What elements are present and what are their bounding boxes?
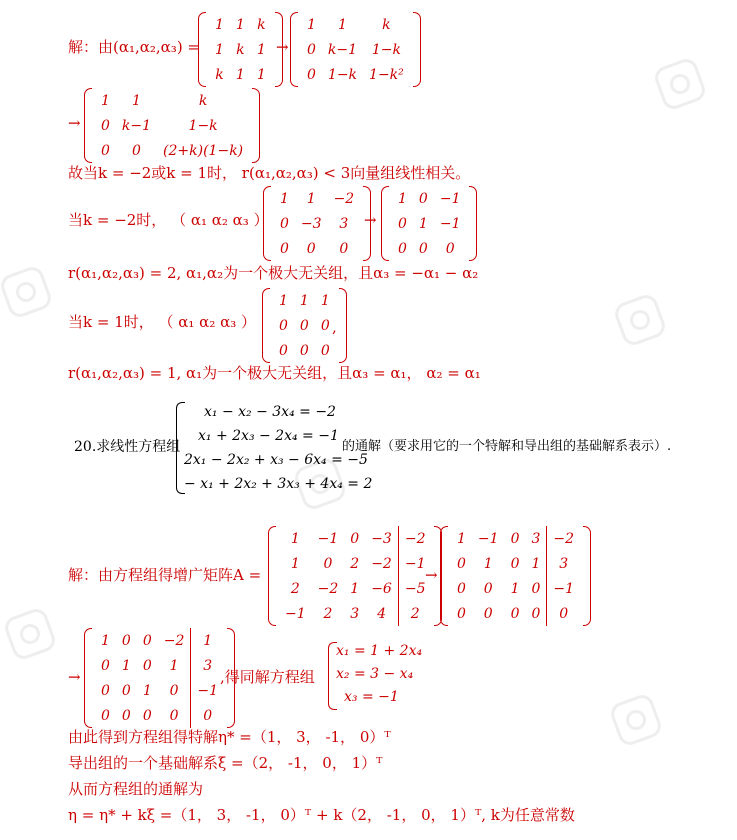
matrix-entry: 1	[279, 292, 288, 309]
right-bracket	[413, 12, 421, 87]
matrix-entry: 1	[215, 41, 224, 58]
matrix-entry: 0	[121, 682, 131, 699]
matrix-entry: −3	[300, 215, 322, 232]
general-solution: η = η* + kξ =（1， 3， -1， 0）ᵀ + k（2， -1， 0， 1）ᵀ, k为任意常数	[68, 806, 575, 824]
matrix-entry: 0	[169, 707, 179, 724]
matrix-entry: −2	[398, 526, 431, 551]
matrix-row	[95, 628, 224, 653]
matrix-row	[273, 338, 336, 363]
matrix-entry: 0	[483, 580, 493, 597]
matrix-row	[451, 576, 580, 601]
matrix-entry: −2	[547, 526, 580, 551]
matrix-entry: −1	[439, 215, 461, 232]
matrix-row	[301, 12, 410, 37]
matrix-entry: 3	[547, 551, 580, 576]
matrix-entry: −2	[163, 632, 185, 649]
matrix-entry: k	[257, 16, 266, 33]
matrix-row	[95, 678, 224, 703]
right-bracket	[469, 186, 477, 261]
matrix-entry: 1	[483, 555, 493, 572]
same-solution-label: ,得同解方程组	[220, 668, 315, 686]
matrix-entry: 1	[235, 16, 245, 33]
matrix-entry: −1	[477, 530, 499, 547]
matrix-entry: 0	[169, 682, 179, 699]
matrix-entry: 0	[307, 66, 316, 83]
left-bracket	[84, 88, 92, 163]
arrow: →	[276, 38, 289, 56]
matrix-5	[381, 186, 477, 261]
equation-1: x₁ − x₂ − 3x₄ = −2	[204, 404, 336, 420]
matrix-entry: 0	[121, 632, 131, 649]
matrix-entry: 0	[299, 317, 309, 334]
matrix-row	[95, 703, 224, 728]
matrix-entry: 0	[531, 605, 541, 622]
matrix-entry: 1−k	[188, 117, 218, 134]
matrix-entry: 1	[215, 16, 224, 33]
case2-result: r(α₁,α₂,α₃) = 1, α₁为一个极大无关组，且α₃ = α₁， α₂ = α₁	[68, 364, 481, 382]
particular-solution: 由此得到方程组得特解η* =（1， 3， -1， 0）ᵀ	[68, 728, 391, 746]
matrix-entry: 0	[320, 342, 330, 359]
matrix-table	[95, 88, 249, 163]
left-bracket	[381, 186, 389, 261]
solution-intro: 解：由(α₁,α₂,α₃) =	[68, 38, 201, 56]
matrix-table	[209, 12, 272, 87]
matrix-entry: 0	[398, 240, 407, 257]
matrix-entry: −1	[317, 530, 339, 547]
matrix-entry: 0	[101, 707, 110, 724]
matrix-entry: 0	[457, 605, 466, 622]
matrix-entry: 1	[121, 657, 131, 674]
matrix-entry: 1	[256, 66, 266, 83]
basic-solution-system: 导出组的一个基础解系ξ =（2， -1， 0， 1）ᵀ	[68, 754, 383, 772]
matrix-entry: 1	[307, 16, 316, 33]
matrix-entry: 1	[101, 92, 110, 109]
matrix-entry: 3	[531, 530, 541, 547]
matrix-row	[392, 211, 466, 236]
arrow: →	[425, 566, 438, 584]
conclusion-line: 故当k = −2或k = 1时， r(α₁,α₂,α₃) < 3向量组线性相关。	[68, 164, 471, 182]
matrix-entry: 0	[339, 240, 349, 257]
matrix-entry: 0	[418, 190, 428, 207]
matrix-entry: 0	[445, 240, 455, 257]
matrix-entry: 0	[510, 530, 520, 547]
matrix-entry: 0	[323, 555, 333, 572]
matrix-entry: 1	[132, 92, 141, 109]
matrix-entry: 0	[101, 657, 110, 674]
matrix-entry: 0	[483, 605, 493, 622]
matrix-entry: 0	[121, 707, 131, 724]
matrix-entry: 0	[191, 703, 224, 728]
right-bracket	[339, 288, 347, 363]
matrix-entry: k−1	[121, 117, 152, 134]
same-solution-2: x₂ = 3 − x₄	[336, 666, 414, 682]
matrix-entry: −1	[398, 551, 431, 576]
problem-20-question: 的通解（要求用它的一个特解和导出组的基础解系表示）.	[342, 439, 672, 454]
matrix-row	[392, 186, 466, 211]
matrix-row	[279, 526, 431, 551]
matrix-entry: 0	[101, 117, 110, 134]
matrix-entry: 1	[142, 682, 152, 699]
matrix-entry: 3	[339, 215, 349, 232]
matrix-entry: 2	[323, 605, 333, 622]
matrix-entry: 1	[280, 190, 289, 207]
left-bracket	[440, 526, 448, 626]
matrix-table	[274, 186, 360, 261]
arrow: →	[68, 668, 81, 686]
matrix-entry: −2	[333, 190, 355, 207]
matrix-1	[198, 12, 283, 87]
matrix-table	[95, 628, 224, 728]
matrix-entry: 1	[457, 530, 466, 547]
same-solution-3: x₃ = −1	[344, 689, 399, 705]
matrix-row	[301, 37, 410, 62]
matrix-entry: −5	[398, 576, 431, 601]
watermark-logo-icon	[0, 264, 54, 320]
matrix-entry: 3	[191, 653, 224, 678]
solution-20-intro: 解：由方程组得增广矩阵A =	[68, 566, 262, 584]
matrix-row	[451, 601, 580, 626]
matrix-entry: 1	[299, 292, 309, 309]
matrix-entry: 0	[101, 682, 110, 699]
matrix-table	[301, 12, 410, 87]
problem-20-label: 20.求线性方程组	[74, 439, 181, 455]
matrix-row	[95, 113, 249, 138]
right-bracket	[583, 526, 591, 626]
matrix-entry: k	[215, 66, 224, 83]
matrix-entry: 0	[320, 317, 330, 334]
equation-3: 2x₁ − 2x₂ + x₃ − 6x₄ = −5	[184, 452, 368, 468]
matrix-entry: 1	[290, 555, 300, 572]
same-solution-system	[336, 640, 422, 709]
watermark-logo-icon	[612, 292, 668, 348]
matrix-entry: 0	[306, 240, 316, 257]
matrix-table	[451, 526, 580, 626]
matrix-entry: 0	[142, 632, 152, 649]
left-bracket	[84, 628, 92, 728]
matrix-2	[290, 12, 421, 87]
matrix-entry: −1	[191, 678, 224, 703]
matrix-entry: 0	[350, 530, 360, 547]
matrix-row	[274, 186, 360, 211]
matrix-entry: 0	[547, 601, 580, 626]
matrix-entry: 0	[280, 240, 289, 257]
matrix-row	[95, 138, 249, 163]
matrix-entry: 1−k	[371, 41, 401, 58]
matrix-entry: 0	[299, 342, 309, 359]
matrix-entry: (2+k)(1−k)	[163, 142, 244, 159]
matrix-entry: 0	[457, 580, 466, 597]
arrow: →	[68, 114, 81, 132]
matrix-row	[301, 62, 410, 87]
matrix-entry: 1	[418, 215, 428, 232]
watermark-logo-icon	[652, 56, 708, 112]
matrix-entry: 0	[279, 342, 288, 359]
matrix-entry: −2	[317, 580, 339, 597]
matrix-3	[84, 88, 260, 163]
matrix-entry: −1	[285, 605, 306, 622]
matrix-entry: −3	[371, 530, 392, 547]
matrix-row	[392, 236, 466, 261]
matrix-entry: 1	[256, 41, 266, 58]
left-bracket	[262, 288, 270, 363]
watermark-logo-icon	[608, 692, 664, 748]
general-solution-intro: 从而方程组的通解为	[68, 780, 204, 798]
matrix-entry: −2	[371, 555, 392, 572]
equation-4: − x₁ + 2x₂ + 3x₃ + 4x₄ = 2	[184, 476, 373, 492]
matrix-entry: 0	[280, 215, 289, 232]
matrix-entry: 1	[531, 555, 541, 572]
matrix-row	[209, 12, 272, 37]
matrix-row	[279, 551, 431, 576]
matrix-row	[279, 576, 431, 601]
left-bracket	[198, 12, 206, 87]
matrix-entry: 0	[418, 240, 428, 257]
matrix-entry: −1	[439, 190, 461, 207]
matrix-row	[273, 288, 336, 313]
case1-result: r(α₁,α₂,α₃) = 2, α₁,α₂为一个极大无关组，且α₃ = −α₁ − α₂	[68, 264, 479, 282]
matrix-row	[451, 526, 580, 551]
matrix-entry: 1	[290, 530, 300, 547]
matrix-entry: 1	[510, 580, 520, 597]
same-solution-1: x₁ = 1 + 2x₄	[336, 643, 423, 659]
matrix-row	[274, 236, 360, 261]
matrix-entry: 0	[279, 317, 288, 334]
comma: ,	[332, 318, 337, 336]
matrix-entry: k	[382, 16, 391, 33]
matrix-entry: 0	[398, 215, 407, 232]
matrix-entry: 1	[191, 628, 224, 653]
matrix-entry: k−1	[327, 41, 358, 58]
matrix-9	[84, 628, 235, 728]
matrix-entry: 1−k	[327, 66, 358, 83]
matrix-entry: 0	[457, 555, 466, 572]
case2-intro: 当k = 1时， （ α₁ α₂ α₃ ）	[68, 313, 257, 331]
matrix-entry: 0	[531, 580, 541, 597]
left-bracket	[290, 12, 298, 87]
left-bracket	[263, 186, 271, 261]
matrix-row	[95, 653, 224, 678]
matrix-entry: 3	[350, 605, 360, 622]
matrix-entry: k	[198, 92, 208, 109]
matrix-row	[95, 88, 249, 113]
matrix-entry: 0	[307, 41, 316, 58]
matrix-entry: 1	[235, 66, 245, 83]
left-bracket	[268, 526, 276, 626]
matrix-entry: k	[236, 41, 245, 58]
matrix-entry: 0	[510, 605, 520, 622]
matrix-row	[451, 551, 580, 576]
matrix-entry: −6	[371, 580, 392, 597]
matrix-table	[273, 288, 336, 363]
case1-intro: 当k = −2时， （ α₁ α₂ α₃ ）	[68, 211, 269, 229]
arrow: →	[364, 211, 377, 229]
matrix-entry: 1	[350, 580, 360, 597]
matrix-entry: 1	[398, 190, 407, 207]
augmented-matrix	[268, 526, 442, 626]
matrix-entry: 1−k²	[369, 66, 404, 83]
matrix-row	[274, 211, 360, 236]
matrix-4	[263, 186, 371, 261]
matrix-row	[209, 37, 272, 62]
matrix-entry: 1	[101, 632, 110, 649]
matrix-row	[209, 62, 272, 87]
matrix-entry: 1	[169, 657, 179, 674]
matrix-entry: 2	[398, 601, 431, 626]
matrix-entry: 0	[132, 142, 141, 159]
matrix-entry: 0	[142, 707, 152, 724]
matrix-row	[279, 601, 431, 626]
matrix-entry: −1	[547, 576, 580, 601]
matrix-entry: 0	[510, 555, 520, 572]
matrix-entry: 2	[350, 555, 360, 572]
matrix-table	[392, 186, 466, 261]
matrix-entry: 0	[101, 142, 110, 159]
matrix-entry: 0	[142, 657, 152, 674]
matrix-row	[273, 313, 336, 338]
right-bracket	[252, 88, 260, 163]
matrix-entry: 1	[338, 16, 347, 33]
matrix-entry: 1	[320, 292, 330, 309]
matrix-table	[279, 526, 431, 626]
matrix-entry: 1	[306, 190, 316, 207]
matrix-entry: 4	[377, 605, 386, 622]
watermark-logo-icon	[2, 606, 58, 662]
equation-2: x₁ + 2x₃ − 2x₄ = −1	[198, 428, 339, 444]
matrix-8	[440, 526, 591, 626]
matrix-entry: 2	[290, 580, 300, 597]
